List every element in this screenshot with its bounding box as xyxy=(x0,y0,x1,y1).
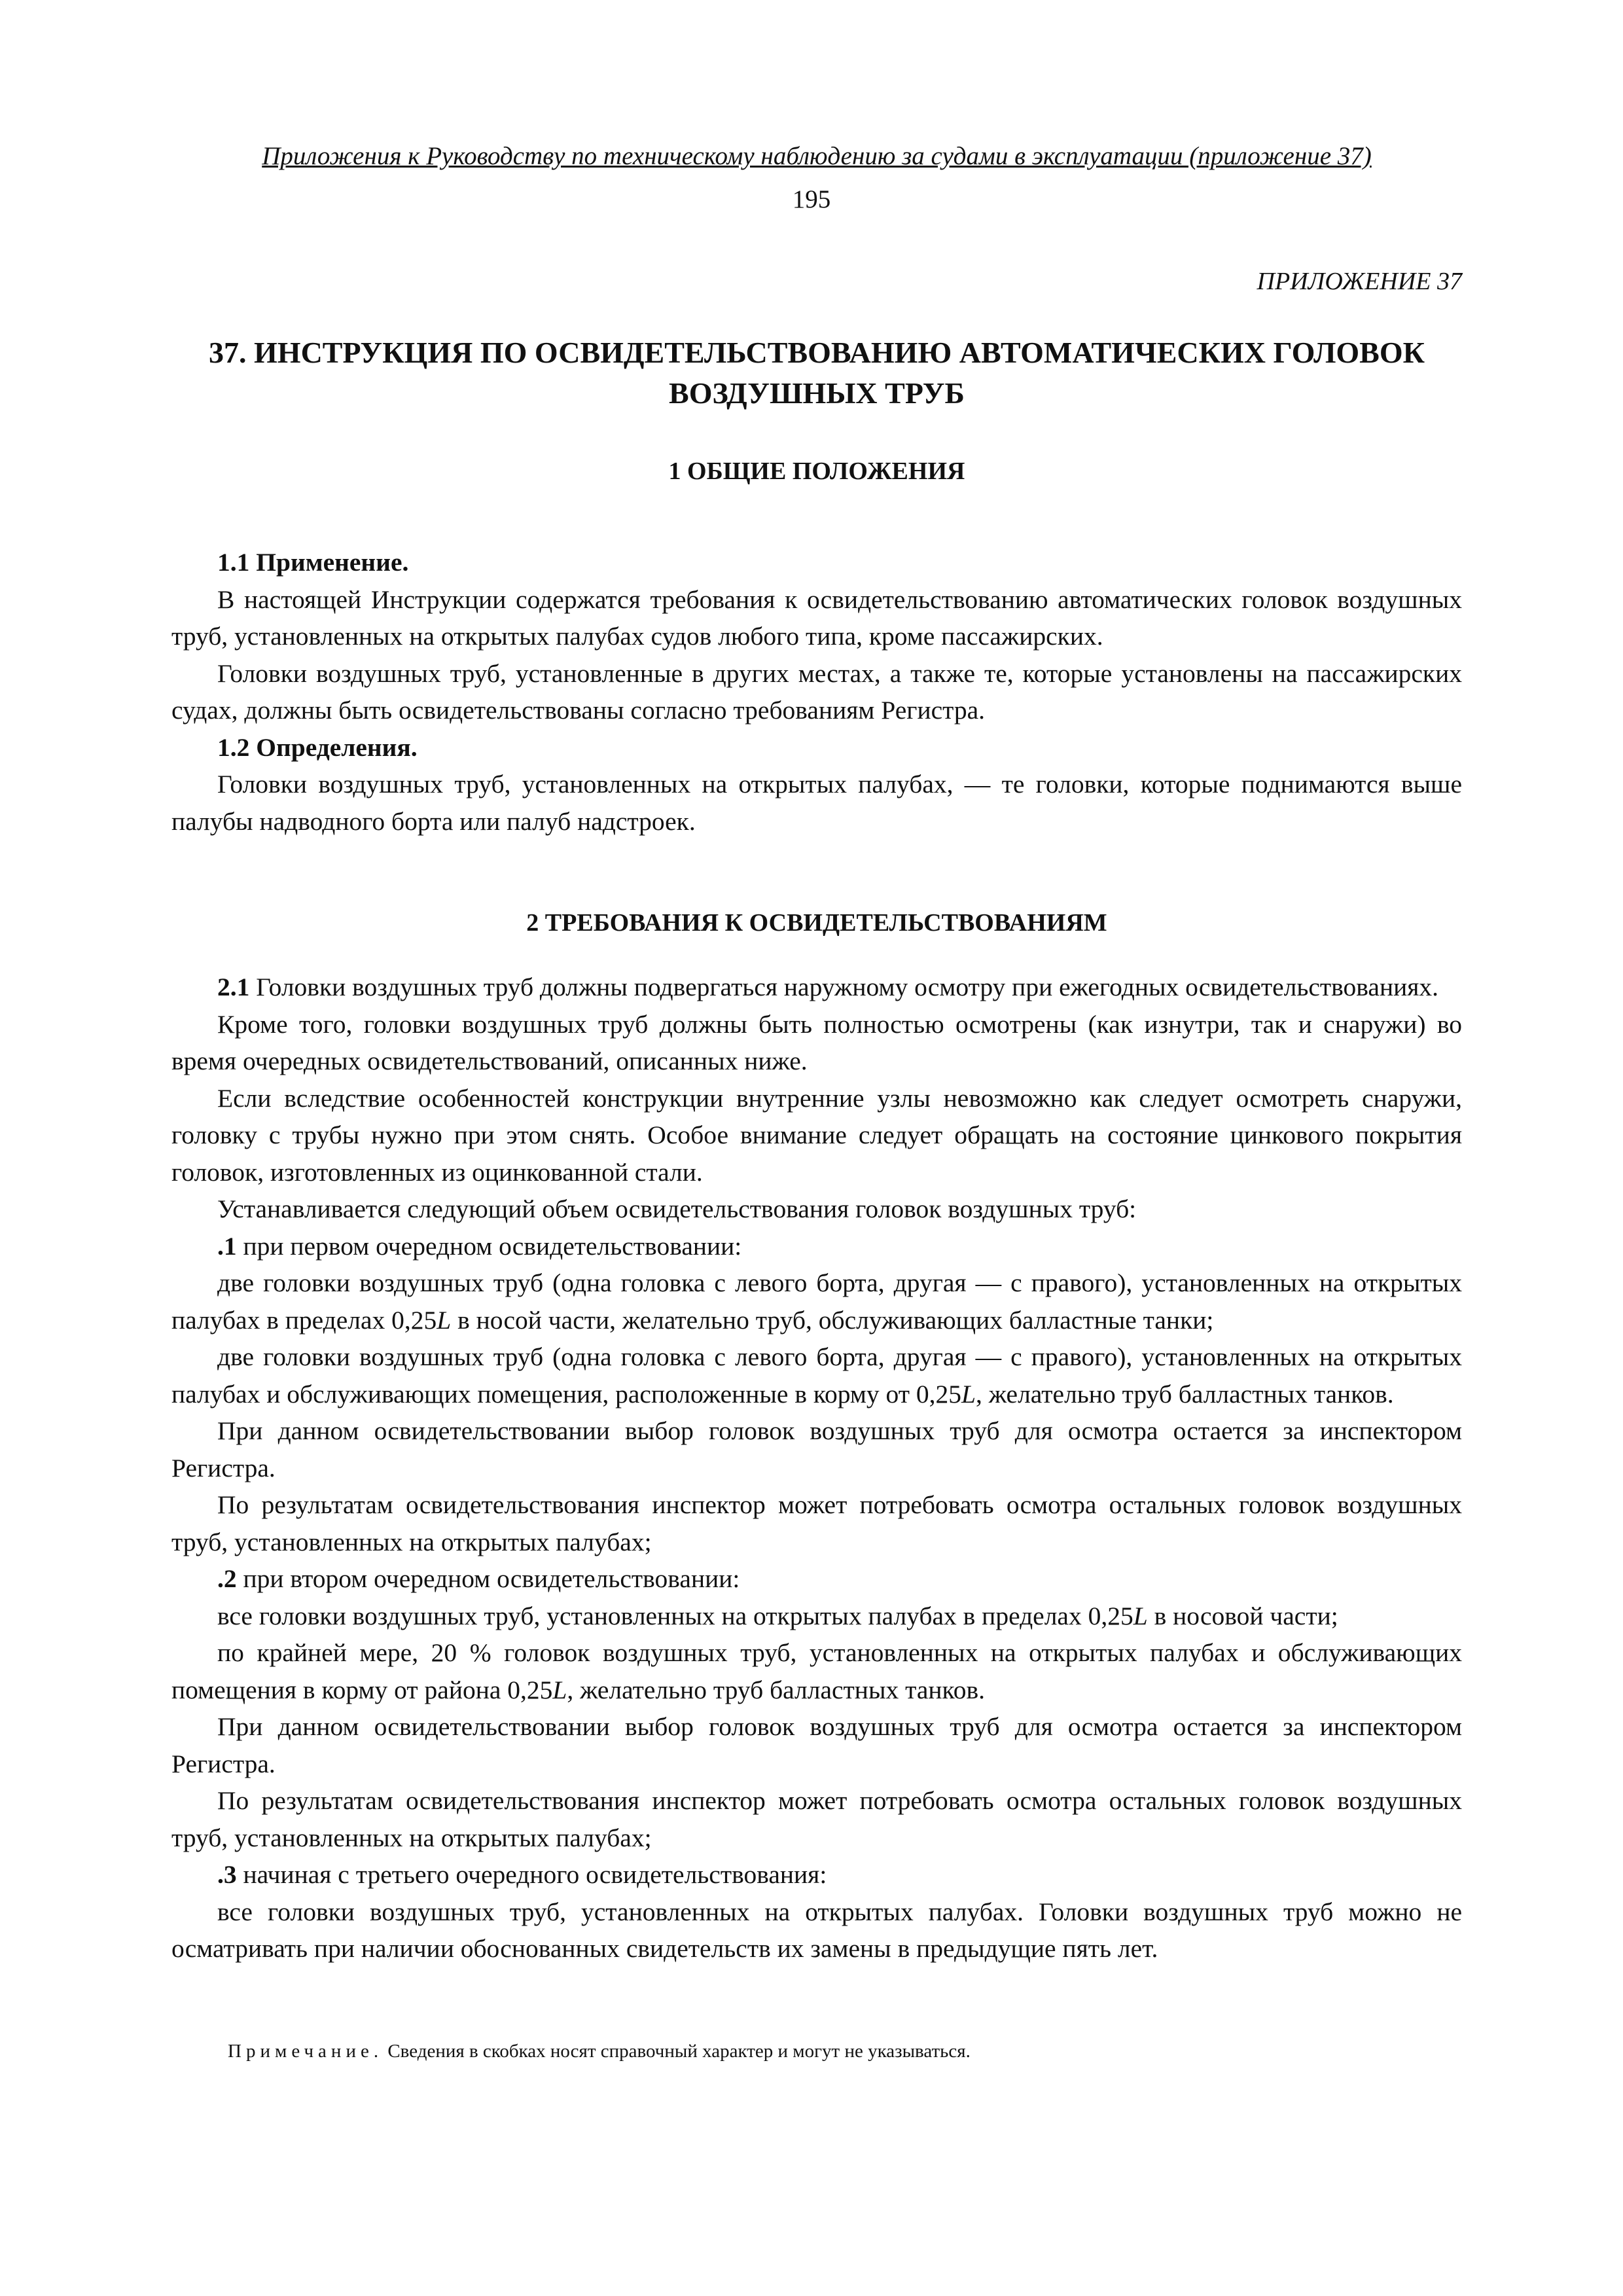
item-text: при первом очередном освидетельствовании: xyxy=(236,1231,742,1261)
text-run: две головки воздушных труб (одна головка с левого борта, другая — с правого), установленных на открытых палубах в пределах 0,25 xyxy=(171,1268,1462,1335)
section-1-body xyxy=(171,544,1462,840)
symbol-l: L xyxy=(552,1675,567,1704)
subsection-1-1-heading: 1.1 Применение. xyxy=(217,548,409,577)
paragraph: При данном освидетельствовании выбор головок воздушных труб для осмотра остается за инспектором Регистра. xyxy=(171,1416,1462,1482)
document-title-line-2: ВОЗДУШНЫХ ТРУБ xyxy=(669,376,965,410)
text-run: две головки воздушных труб (одна головка с левого борта, другая — с правого), установленных на открытых палубах и обслуживающих помещения, расположенные в корму от 0,25 xyxy=(171,1342,1462,1408)
item-number: .3 xyxy=(217,1860,237,1889)
paragraph xyxy=(171,1598,1462,1635)
list-item-1 xyxy=(171,1228,1462,1265)
section-2-heading: 2 ТРЕБОВАНИЯ К ОСВИДЕТЕЛЬСТВОВАНИЯМ xyxy=(526,909,1107,937)
list-item-2 xyxy=(171,1560,1462,1598)
symbol-l: L xyxy=(437,1305,452,1335)
item-text: начиная с третьего очередного освидетельствования: xyxy=(236,1860,827,1889)
note-label: Примечание. xyxy=(228,2041,383,2062)
text-run: по крайней мере, 20 % головок воздушных труб, установленных на открытых палубах и обслуживающих помещения в корму от района 0,25 xyxy=(171,1638,1462,1704)
paragraph xyxy=(171,1338,1462,1412)
section-1-heading: 1 ОБЩИЕ ПОЛОЖЕНИЯ xyxy=(668,457,965,485)
paragraph: При данном освидетельствовании выбор головок воздушных труб для осмотра остается за инспектором Регистра. xyxy=(171,1712,1462,1778)
section-2-body xyxy=(171,969,1462,1967)
item-text: при втором очередном освидетельствовании: xyxy=(236,1564,740,1593)
document-title xyxy=(171,332,1462,414)
item-number: .1 xyxy=(217,1231,237,1261)
paragraph: Головки воздушных труб, установленных на открытых палубах, — те головки, которые поднимаются выше палубы надводного борта или палуб надстроек. xyxy=(171,770,1462,836)
page-number: 195 xyxy=(792,185,831,213)
clause-number: 2.1 xyxy=(217,973,250,1001)
note-text: Сведения в скобках носят справочный характер и могут не указываться. xyxy=(383,2041,971,2062)
list-item-3 xyxy=(171,1856,1462,1893)
clause-text: Головки воздушных труб должны подвергаться наружному осмотру при ежегодных освидетельствованиях. xyxy=(249,973,1439,1001)
appendix-label: ПРИЛОЖЕНИЕ 37 xyxy=(1257,268,1462,295)
subsection-1-2-heading: 1.2 Определения. xyxy=(217,732,418,762)
text-run: в носовой части; xyxy=(1147,1601,1338,1630)
document-title-line-1: 37. ИНСТРУКЦИЯ ПО ОСВИДЕТЕЛЬСТВОВАНИЮ АВТОМАТИЧЕСКИХ ГОЛОВОК xyxy=(209,336,1425,369)
paragraph: все головки воздушных труб, установленных на открытых палубах. Головки воздушных труб можно не осматривать при наличии обоснованных свидетельств их замены в предыдущие пять лет. xyxy=(171,1897,1462,1963)
paragraph: Кроме того, головки воздушных труб должны быть полностью осмотрены (как изнутри, так и снаружи) во время очередных освидетельствований, описанных ниже. xyxy=(171,1009,1462,1075)
item-number: .2 xyxy=(217,1564,237,1593)
symbol-l: L xyxy=(1133,1601,1148,1630)
paragraph: В настоящей Инструкции содержатся требования к освидетельствованию автоматических головок воздушных труб, установленных на открытых палубах судов любого типа, кроме пассажирских. xyxy=(171,584,1462,651)
paragraph-2-1 xyxy=(171,969,1462,1006)
text-run: , желательно труб балластных танков. xyxy=(567,1675,985,1704)
text-run: в носой части, желательно труб, обслуживающих балластные танки; xyxy=(451,1305,1214,1335)
paragraph: Если вследствие особенностей конструкции внутренние узлы невозможно как следует осмотреть снаружи, головку с трубы нужно при этом снять. Особое внимание следует обращать на состояние цинкового покрытия головок, изготовленных из оцинкованной стали. xyxy=(171,1083,1462,1187)
paragraph xyxy=(171,1265,1462,1338)
symbol-l: L xyxy=(961,1379,976,1408)
text-run: , желательно труб балластных танков. xyxy=(976,1379,1394,1408)
footnote xyxy=(228,2040,1462,2063)
paragraph: Головки воздушных труб, установленные в других местах, а также те, которые установлены на пассажирских судах, должны быть освидетельствованы согласно требованиям Регистра. xyxy=(171,658,1462,725)
paragraph: По результатам освидетельствования инспектор может потребовать осмотра остальных головок воздушных труб, установленных на открытых палубах; xyxy=(171,1786,1462,1852)
text-run: все головки воздушных труб, установленных на открытых палубах в пределах 0,25 xyxy=(217,1601,1133,1630)
paragraph: Устанавливается следующий объем освидетельствования головок воздушных труб: xyxy=(217,1194,1137,1223)
running-header: Приложения к Руководству по техническому наблюдению за судами в эксплуатации (приложение 37) xyxy=(262,142,1372,170)
paragraph: По результатам освидетельствования инспектор может потребовать осмотра остальных головок воздушных труб, установленных на открытых палубах; xyxy=(171,1490,1462,1556)
paragraph xyxy=(171,1634,1462,1708)
